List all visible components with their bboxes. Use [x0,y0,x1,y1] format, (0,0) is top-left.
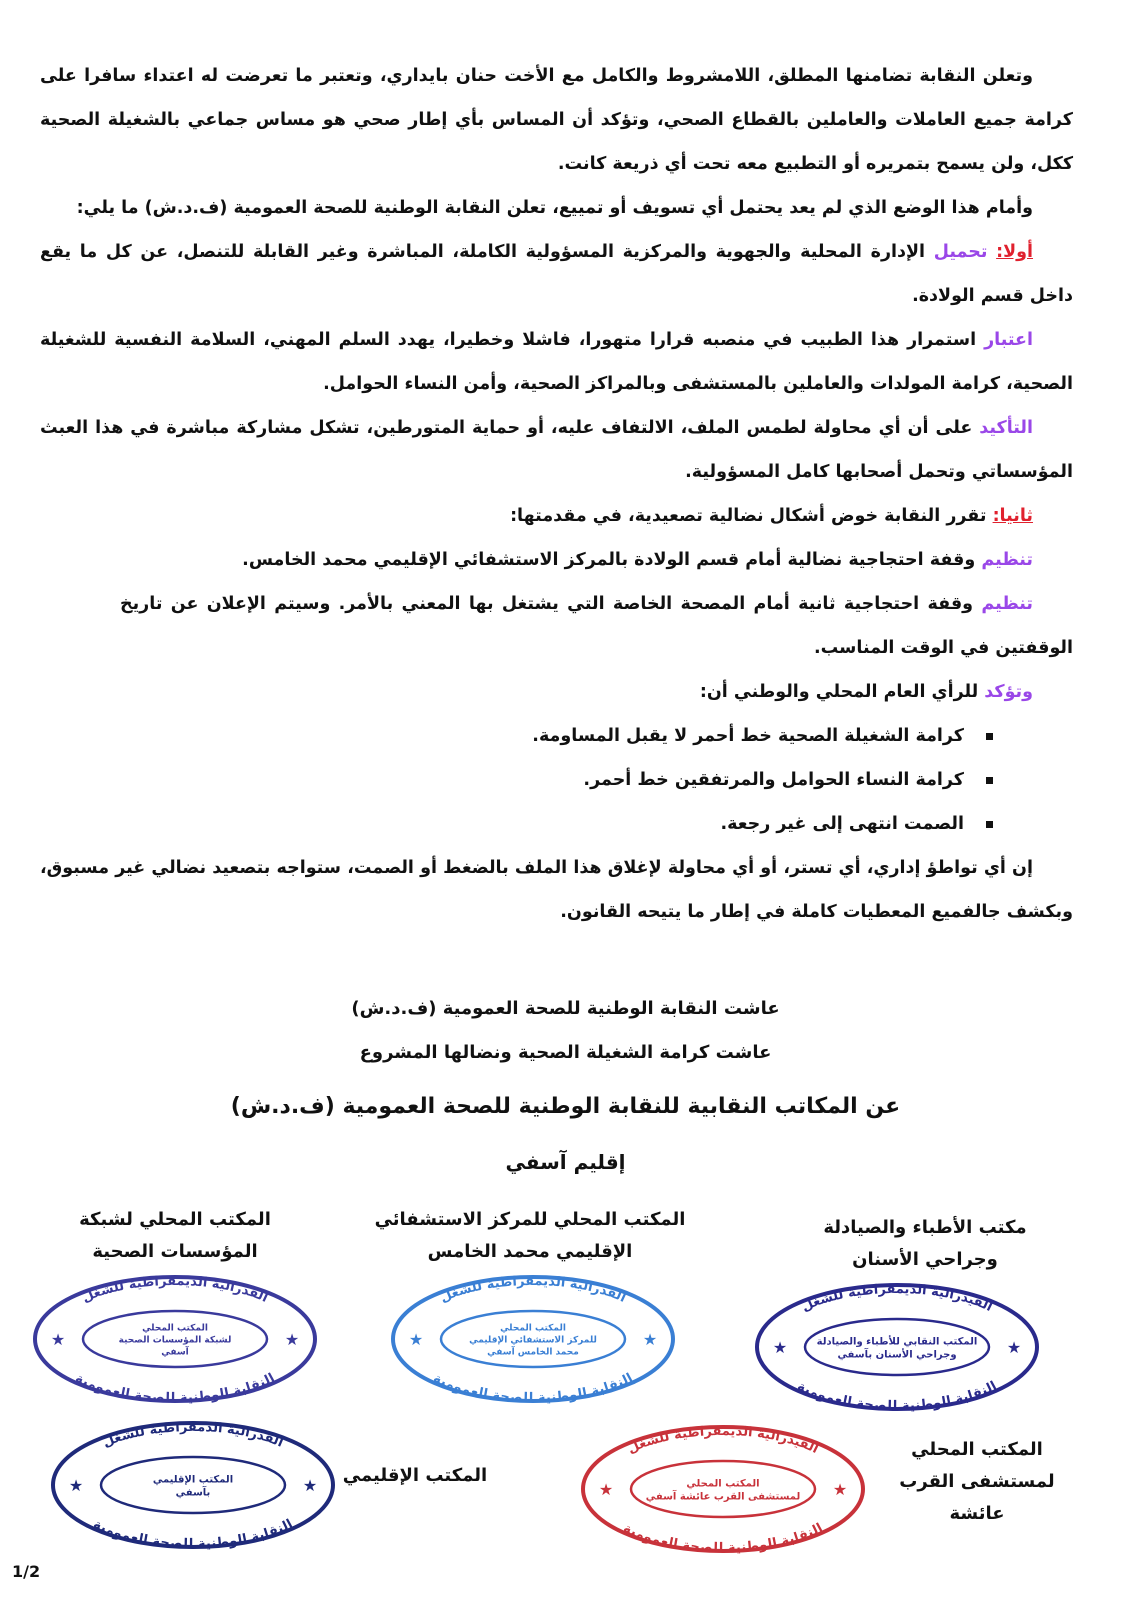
stamp-inner-text: لشبكة المؤسسات الصحية [118,1335,232,1346]
stamp-inner-text: المكتب النقابي للأطباء والصيادلة [816,1336,978,1348]
organize1-keyword: تنظيم [981,550,1033,570]
paragraph-organize-2 [40,582,1073,670]
organize2-text: وقفة احتجاجية ثانية أمام المصحة الخاصة التي يشتغل بها المعني بالأمر. وسيتم الإعلان عن تاريخ الوقفتين في الوقت المناسب. [120,594,1073,658]
stamp-inner-text: وجراحي الأسنان بآسفي [837,1349,957,1361]
star-icon: ★ [642,1330,658,1349]
slogan-dignity: عاشت كرامة الشغيلة الصحية ونضالها المشروع [359,1042,772,1063]
stamp-seal [30,1274,320,1404]
star-icon: ★ [302,1476,318,1495]
affirm-keyword: وتؤكد [984,682,1033,702]
stamp-inner-text: للمركز الاستشفائي الإقليمي [469,1335,597,1346]
star-icon: ★ [284,1330,300,1349]
stamp-aicha-office [578,1424,868,1554]
organize1-text: وقفة احتجاجية نضالية أمام قسم الولادة بالمركز الاستشفائي الإقليمي محمد الخامس. [242,550,982,570]
stamp-bottom-text: النقابة الوطنية للصحة العمومية [90,1516,296,1552]
paragraph-second-point [40,494,1073,538]
star-icon: ★ [408,1330,424,1349]
paragraph-assert [40,406,1073,494]
second-label: ثانيا: [992,506,1033,526]
paragraph-consider [40,318,1073,406]
stamp-seal [48,1420,338,1550]
first-keyword: تحميل [933,242,988,262]
consider-keyword: اعتبار [984,330,1033,350]
stamp-inner-text: المكتب المحلي [686,1478,760,1490]
signatory-network-label: المكتب المحلي لشبكة المؤسسات الصحية [79,1209,271,1262]
stamp-top-text: الفيدرالية الديمقراطية للشغل [625,1423,821,1457]
page-number: 1/2 [12,1562,41,1581]
stamp-network-office [30,1274,320,1404]
document-body [40,54,1073,934]
signoff-line: عن المكاتب النقابية للنقابة الوطنية للصحة العمومية (ف.د.ش) [230,1094,901,1119]
list-item: كرامة الشغيلة الصحية خط أحمر لا يقبل المساومة. [40,714,993,758]
signatory-doctors-label: مكتب الأطباء والصيادلة وجراحي الأسنان [823,1217,1027,1270]
star-icon: ★ [598,1480,614,1499]
stamp-hospital-office [388,1274,678,1404]
consider-text: استمرار هذا الطبيب في منصبه قرارا متهورا، فاشلا وخطيرا، يهدد السلم المهني، السلامة النفسية للشغيلة الصحية، كرامة المولدات والعاملين بالمستشفى وبالمراكز الصحية، وأمن النساء الحوامل. [40,330,1073,394]
stamp-top-text: الفيدرالية الديمقراطية للشغل [799,1281,995,1315]
stamp-bottom-text: النقابة الوطنية للصحة العمومية [620,1520,826,1556]
stamp-inner-text: بآسفي [175,1487,211,1499]
stamp-seal [388,1274,678,1404]
star-icon: ★ [832,1480,848,1499]
stamp-inner-text: لمستشفى القرب عائشة آسفي [645,1491,801,1503]
signatory-provincial-label: المكتب الإقليمي [342,1465,488,1486]
stamp-inner-text: المكتب المحلي [142,1323,208,1334]
stamp-inner-text: محمد الخامس آسفي [487,1347,579,1358]
paragraph-organize-1 [40,538,1073,582]
paragraph-closing: إن أي تواطؤ إداري، أي تستر، أو أي محاولة لإغلاق هذا الملف بالضغط أو الصمت، ستواجه بتصعيد نضالي غير مسبوق، وبكشف جالفميع المعطيات كاملة في إطار ما يتيحه القانون. [40,858,1073,922]
paragraph-announcement: وأمام هذا الوضع الذي لم يعد يحتمل أي تسويف أو تمييع، تعلن النقابة الوطنية للصحة العمومية (ف.د.ش) ما يلي: [76,198,1033,218]
stamp-provincial-office [48,1420,338,1550]
paragraph-solidarity: وتعلن النقابة تضامنها المطلق، اللامشروط والكامل مع الأخت حنان بايداري، وتعتبر ما تعرضت له اعتداء سافرا على كرامة جميع العاملات والعاملين بالقطاع الصحي، وتؤكد أن المساس بأي إطار صحي هو مساس جماعي بالشغيلة الصحية ككل، ولن يسمح بتمريره أو التطبيع معه تحت أي ذريعة كانت. [40,66,1073,174]
star-icon: ★ [50,1330,66,1349]
signatory-aicha-label: المكتب المحلي لمستشفى القرب عائشة [899,1439,1055,1524]
stamp-seal [578,1424,868,1554]
paragraph-first-point [40,230,1073,318]
first-label: أولا: [996,242,1034,262]
province-name: إقليم آسفي [505,1150,626,1174]
stamp-seal [752,1282,1042,1412]
stamp-doctors-office [752,1282,1042,1412]
stamp-bottom-text: النقابة الوطنية للصحة العمومية [430,1370,636,1406]
slogan-union: عاشت النقابة الوطنية للصحة العمومية (ف.د.ش) [351,998,780,1019]
square-bullet-icon [986,821,993,828]
second-text: تقرر النقابة خوض أشكال نضالية تصعيدية، في مقدمتها: [510,506,993,526]
stamp-inner-text: آسفي [161,1347,189,1358]
signatory-hospital-label: المكتب المحلي للمركز الاستشفائي الإقليمي محمد الخامس [374,1209,686,1262]
list-item: الصمت انتهى إلى غير رجعة. [40,802,993,846]
stamp-top-text: الفدرالية الديمقراطية للشغل [80,1273,271,1306]
assert-text: على أن أي محاولة لطمس الملف، الالتفاف عليه، أو حماية المتورطين، تشكل مشاركة مباشرة في هذا العبث المؤسساتي وتحمل أصحابها كامل المسؤولية. [40,418,1073,482]
stamp-inner-text: المكتب المحلي [500,1323,566,1334]
first-text: الإدارة المحلية والجهوية والمركزية المسؤولية الكاملة، المباشرة وغير القابلة للتنصل، عن كل ما يقع داخل قسم الولادة. [40,242,1073,306]
list-item: كرامة النساء الحوامل والمرتفقين خط أحمر. [40,758,993,802]
square-bullet-icon [986,733,993,740]
stamp-top-text: الفدرالية الديمقراطية للشغل [438,1273,629,1306]
star-icon: ★ [1006,1338,1022,1357]
star-icon: ★ [772,1338,788,1357]
square-bullet-icon [986,777,993,784]
assert-keyword: التأكيد [979,418,1033,438]
star-icon: ★ [68,1476,84,1495]
stamp-inner-text: المكتب الإقليمي [152,1474,234,1486]
paragraph-affirm [40,670,1073,714]
stamp-top-text: الفدرالية الدمقراطية للشغل [100,1419,286,1451]
affirm-list [40,714,1073,846]
stamp-bottom-text: النقابة الوطنية للصحة العمومية [72,1370,278,1406]
stamp-bottom-text: النقابة الوطنية للصحة العمومية [794,1378,1000,1414]
organize2-keyword: تنظيم [981,594,1033,614]
affirm-text: للرأي العام المحلي والوطني أن: [699,682,985,702]
